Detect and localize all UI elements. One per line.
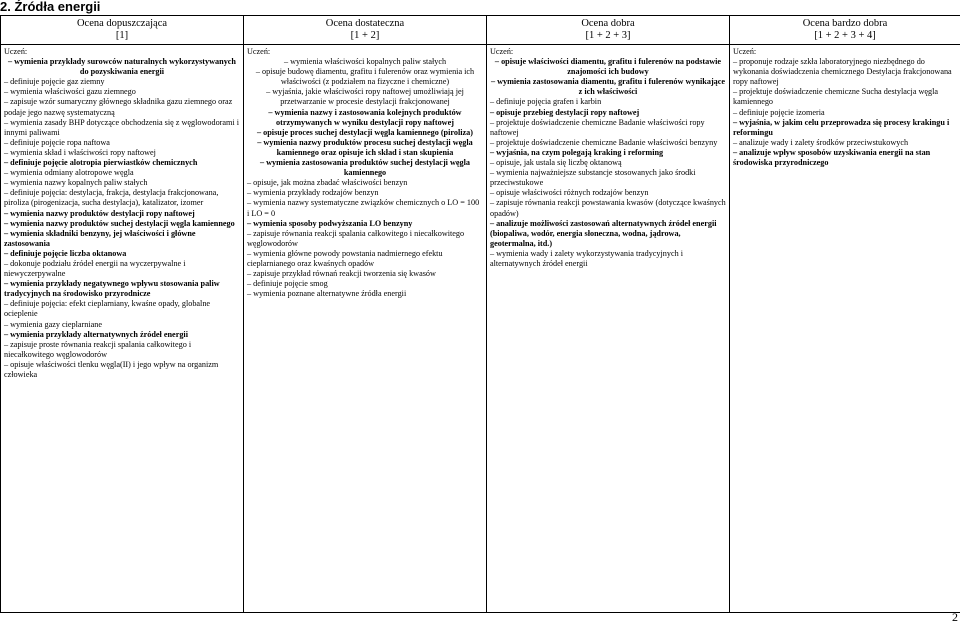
requirement-item: – opisuje właściwości tlenku węgla(II) i jego wpływ na organizm człowieka [4, 359, 219, 379]
requirement-item: – wymienia przykłady rodzajów benzyn [247, 188, 379, 198]
requirement-item: – wymienia nazwy systematyczne związków chemicznych o LO = 100 i LO = 0 [247, 198, 480, 218]
requirement-item: – wyjaśnia, na czym polegają kraking i reforming [490, 147, 664, 157]
requirement-item: – wymienia nazwy kopalnych paliw stałych [4, 178, 148, 188]
requirement-item: – projektuje doświadczenie chemiczne Badanie właściwości ropy naftowej [490, 117, 705, 137]
requirement-item: – zapisuje wzór sumaryczny głównego składnika gazu ziemnego oraz podaje jego nazwę systematyczną [4, 97, 233, 117]
requirement-item: – wymienia poznane alternatywne źródła energii [247, 289, 407, 299]
requirement-item: – definiuje pojęcia: destylacja, frakcja, destylacja frakcjonowana, piroliza (pirogenizacja, sucha destylacja), katalizator, izomer [4, 188, 219, 208]
student-label: Uczeń: [247, 47, 271, 56]
requirement-item: – definiuje pojęcie gaz ziemny [4, 77, 105, 87]
section-title: 2. Źródła energii [0, 0, 101, 14]
requirement-item: – wymienia zastosowania produktów suchej destylacji węgla kamiennego [260, 158, 470, 178]
requirement-item: – wymienia odmiany alotropowe węgla [4, 168, 134, 178]
requirement-item: – wymienia gazy cieplarniane [4, 319, 102, 329]
requirement-item: – wymienia właściwości gazu ziemnego [4, 87, 136, 97]
requirement-item: – wymienia nazwy produktów procesu suchej destylacji węgla kamiennego oraz opisuje ich skład i stan skupienia [257, 137, 473, 157]
header-cell [1, 16, 244, 45]
header-cell [244, 16, 487, 45]
requirement-item: – wymienia przykłady negatywnego wpływu stosowania paliw tradycyjnych na środowisko przyrodnicze [4, 279, 220, 299]
student-label: Uczeń: [490, 47, 514, 56]
requirement-item: – wymienia zasady BHP dotyczące obchodzenia się z węglowodorami i innymi paliwami [4, 117, 240, 137]
requirement-item: – definiuje pojęcie ropa naftowa [4, 137, 110, 147]
requirements-cell [1, 45, 244, 613]
header-cell [730, 16, 960, 45]
requirement-item: – wymienia najważniejsze substancje stosowanych jako środki przeciwstukowe [490, 168, 696, 188]
requirement-item: – wymienia nazwy i zastosowania kolejnych produktów otrzymywanych w wyniku destylacji ropy naftowej [268, 107, 462, 127]
grade-formula: [1 + 2] [350, 30, 380, 41]
requirement-item: – dokonuje podziału źródeł energii na wyczerpywalne i niewyczerpywalne [4, 258, 186, 279]
grade-formula: [1 + 2 + 3] [585, 30, 631, 41]
grade-formula: [1] [115, 30, 129, 41]
requirement-item: – zapisuje proste równania reakcji spalania całkowitego i niecałkowitego węglowodorów [4, 339, 192, 359]
requirement-item: – wyjaśnia, jakie właściwości ropy naftowej umożliwiają jej przetwarzanie w procesie destylacji frakcjonowanej [266, 87, 464, 107]
requirement-item: – wymienia główne powody powstania nadmiernego efektu cieplarnianego oraz kwaśnych opadów [247, 248, 443, 268]
header-cell [487, 16, 730, 45]
requirement-item: – analizuje wady i zalety środków przeciwstukowych [733, 137, 909, 147]
requirement-item: – zapisuje równania reakcji spalania całkowitego i niecałkowitego węglowodorów [247, 228, 465, 248]
grade-label: Ocena dostateczna [325, 18, 405, 29]
requirement-item: – wymienia nazwy produktów destylacji ropy naftowej [4, 208, 195, 218]
requirement-item: – opisuje, jak można zbadać właściwości benzyn [247, 178, 408, 188]
requirement-item: – definiuje pojęcie smog [247, 279, 328, 289]
requirement-item: – wymienia składniki benzyny, jej właściwości i główne zastosowania [4, 228, 196, 248]
requirement-item: – definiuje pojęcie alotropia pierwiastków chemicznych [4, 158, 198, 168]
grades-table [0, 15, 960, 613]
requirement-item: – wymienia przykłady surowców naturalnych wykorzystywanych do pozyskiwania energii [8, 57, 236, 77]
requirement-item: – zapisuje równania reakcji powstawania kwasów (dotyczące kwaśnych opadów) [490, 198, 726, 218]
requirement-item: – wymienia skład i właściwości ropy naftowej [4, 147, 156, 157]
requirement-item: – wymienia sposoby podwyższania LO benzyny [247, 218, 413, 228]
student-label: Uczeń: [733, 47, 757, 56]
table-header-row [1, 16, 960, 45]
grade-label: Ocena dobra [581, 18, 635, 29]
requirement-item: – projektuje doświadczenie chemiczne Sucha destylacja węgla kamiennego [733, 87, 939, 107]
requirement-item: – wymienia nazwy produktów suchej destylacji węgla kamiennego [4, 218, 235, 228]
student-label: Uczeń: [4, 47, 28, 56]
requirement-item: – definiuje pojęcie liczba oktanowa [4, 248, 127, 258]
requirements-cell [730, 45, 960, 613]
requirement-item: – analizuje możliwości zastosowań alternatywnych źródeł energii (biopaliwa, wodór, energia słoneczna, wodna, jądrowa, geotermalna, itd.) [490, 218, 717, 248]
requirement-item: – projektuje doświadczenie chemiczne Badanie właściwości benzyny [490, 137, 718, 147]
requirement-item: – opisuje budowę diamentu, grafitu i fulerenów oraz wymienia ich właściwości (z podziałem na fizyczne i chemiczne) [255, 67, 475, 87]
requirements-cell [244, 45, 487, 613]
requirement-item: – opisuje właściwości różnych rodzajów benzyn [490, 188, 649, 198]
requirement-item: – wymienia zastosowania diamentu, grafitu i fulerenów wynikające z ich właściwości [490, 77, 726, 97]
requirement-item: – opisuje przebieg destylacji ropy naftowej [490, 107, 640, 117]
grade-formula: [1 + 2 + 3 + 4] [814, 30, 876, 41]
requirement-item: – opisuje właściwości diamentu, grafitu i fulerenów na podstawie znajomości ich budowy [494, 57, 722, 77]
requirement-item: – definiuje pojęcie izomeria [733, 107, 825, 117]
grade-label: Ocena dopuszczająca [76, 18, 168, 29]
table-body-row [1, 45, 960, 613]
grade-label: Ocena bardzo dobra [802, 18, 888, 29]
requirement-item: – proponuje rodzaje szkła laboratoryjnego niezbędnego do wykonania doświadczenia chemicznego Destylacja frakcjonowana ropy naftowej [733, 57, 952, 87]
page-number: 2 [952, 610, 958, 624]
requirement-item: – wyjaśnia, w jakim celu przeprowadza się procesy krakingu i reformingu [733, 117, 950, 137]
requirement-item: – zapisuje przykład równań reakcji tworzenia się kwasów [247, 269, 436, 279]
requirement-item: – wymienia właściwości kopalnych paliw stałych [283, 57, 447, 67]
requirements-cell [487, 45, 730, 613]
requirement-item: – analizuje wpływ sposobów uzyskiwania energii na stan środowiska przyrodniczego [733, 147, 931, 168]
requirement-item: – wymienia przykłady alternatywnych źródeł energii [4, 329, 188, 339]
requirement-item: – wymienia wady i zalety wykorzystywania tradycyjnych i alternatywnych źródeł energii [490, 248, 684, 268]
requirement-item: – definiuje pojęcia: efekt cieplarniany, kwaśne opady, globalne ocieplenie [4, 299, 211, 319]
requirement-item: – opisuje, jak ustala się liczbę oktanową [490, 158, 622, 168]
requirement-item: – definiuje pojęcia grafen i karbin [490, 97, 602, 107]
requirement-item: – opisuje proces suchej destylacji węgla kamiennego (piroliza) [257, 127, 473, 137]
